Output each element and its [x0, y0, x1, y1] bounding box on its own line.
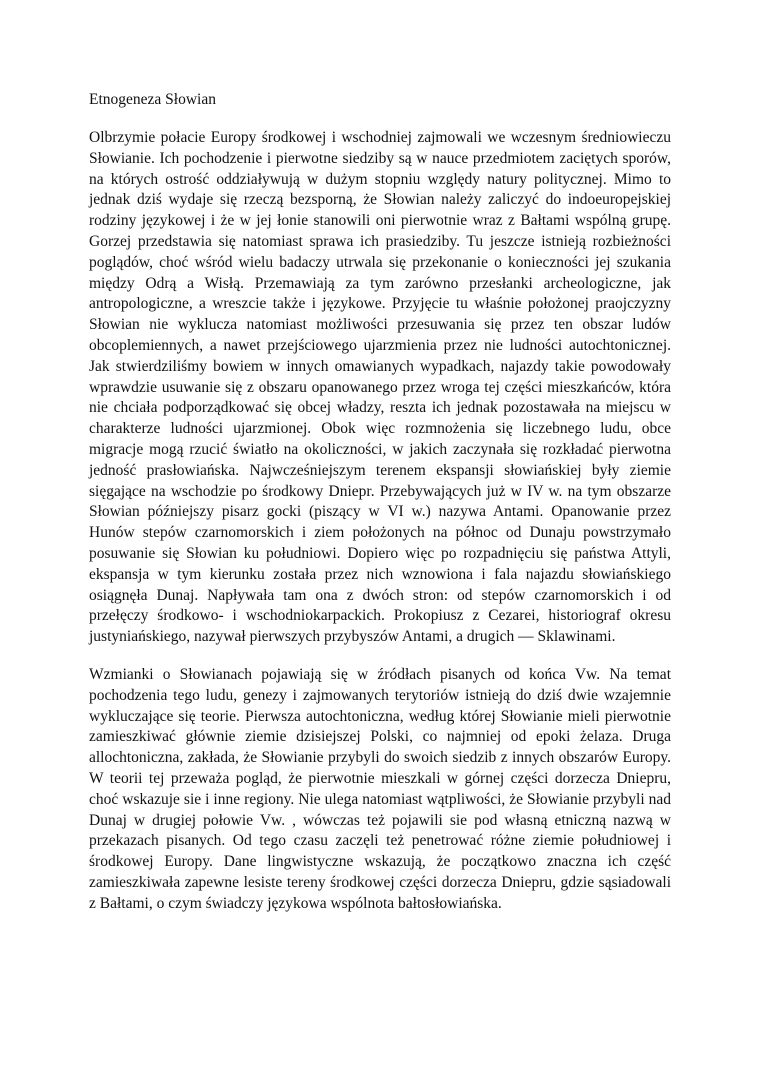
paragraph-1: Olbrzymie połacie Europy środkowej i wschodniej zajmowali we wczesnym średniowieczu Słowianie. Ich pochodzenie i pierwotne siedziby są w nauce przedmiotem zaciętych sporów, na których ostrość oddziaływują w dużym stopniu względy natury politycznej. Mimo to jednak dziś wydaje się rzeczą bezsporną, że Słowian należy zaliczyć do indoeuropejskiej rodziny językowej i że w jej łonie stanowili oni pierwotnie wraz z Bałtami wspólną grupę. Gorzej przedstawia się natomiast sprawa ich prasiedziby. Tu jeszcze istnieją rozbieżności poglądów, choć wśród wielu badaczy utrwala się przekonanie o konieczności jej szukania między Odrą a Wisłą. Przemawiają za tym zarówno przesłanki archeologiczne, jak antropologiczne, a wreszcie także i językowe. Przyjęcie tu właśnie położonej praojczyzny Słowian nie wyklucza natomiast możliwości przesuwania się przez ten obszar ludów obcoplemiennych, a nawet przejściowego ujarzmienia przez nie ludności autochtonicznej. Jak stwierdziliśmy bowiem w innych omawianych wypadkach, najazdy takie powodowały wprawdzie usuwanie się z obszaru opanowanego przez wroga tej części mieszkańców, która nie chciała podporządkować się obcej władzy, reszta ich jednak pozostawała na miejscu w charakterze ludności ujarzmionej. Obok więc rozmnożenia się liczebnego ludu, obce migracje mogą rzucić światło na okoliczności, w jakich zaczynała się rozkładać pierwotna jedność prasłowiańska. Najwcześniejszym terenem ekspansji słowiańskiej były ziemie sięgające na wschodzie po środkowy Dniepr. Przebywających już w IV w. na tym obszarze Słowian późniejszy pisarz gocki (piszący w VI w.) nazywa Antami. Opanowanie przez Hunów stepów czarnomorskich i ziem położonych na północ od Dunaju powstrzymało posuwanie się Słowian ku południowi. Dopiero więc po rozpadnięciu się państwa Attyli, ekspansja w tym kierunku została przez nich wznowiona i fala najazdu słowiańskiego osiągnęła Dunaj. Napływała tam ona z dwóch stron: od stepów czarnomorskich i od przełęczy środkowo- i wschodniokarpackich. Prokopiusz z Cezarei, historiograf okresu justyniańskiego, nazywał pierwszych przybyszów Antami, a drugich — Sklawinami. [89, 129, 671, 646]
paragraph-2: Wzmianki o Słowianach pojawiają się w źródłach pisanych od końca Vw. Na temat pochodzenia tego ludu, genezy i zajmowanych terytoriów istnieją do dziś dwie wzajemnie wykluczające się teorie. Pierwsza autochtoniczna, według której Słowianie mieli pierwotnie zamieszkiwać głównie ziemie dzisiejszej Polski, co najmniej od epoki żelaza. Druga allochtoniczna, zakłada, że Słowianie przybyli do swoich siedzib z innych obszarów Europy. W teorii tej przeważa pogląd, że pierwotnie mieszkali w górnej części dorzecza Dniepru, choć wskazuje sie i inne regiony. Nie ulega natomiast wątpliwości, że Słowianie przybyli nad Dunaj w drugiej połowie Vw. , wówczas też pojawili sie pod własną etniczną nazwą w przekazach pisanych. Od tego czasu zaczęli też penetrować różne ziemie południowej i środkowej Europy. Dane lingwistyczne wskazują, że początkowo znaczna ich część zamieszkiwała zapewne lesiste tereny środkowej części dorzecza Dniepru, gdzie sąsiadowali z Bałtami, o czym świadczy językowa wspólnota bałtosłowiańska. [89, 665, 671, 912]
document-title: Etnogeneza Słowian [89, 91, 216, 108]
document-body [89, 90, 671, 931]
